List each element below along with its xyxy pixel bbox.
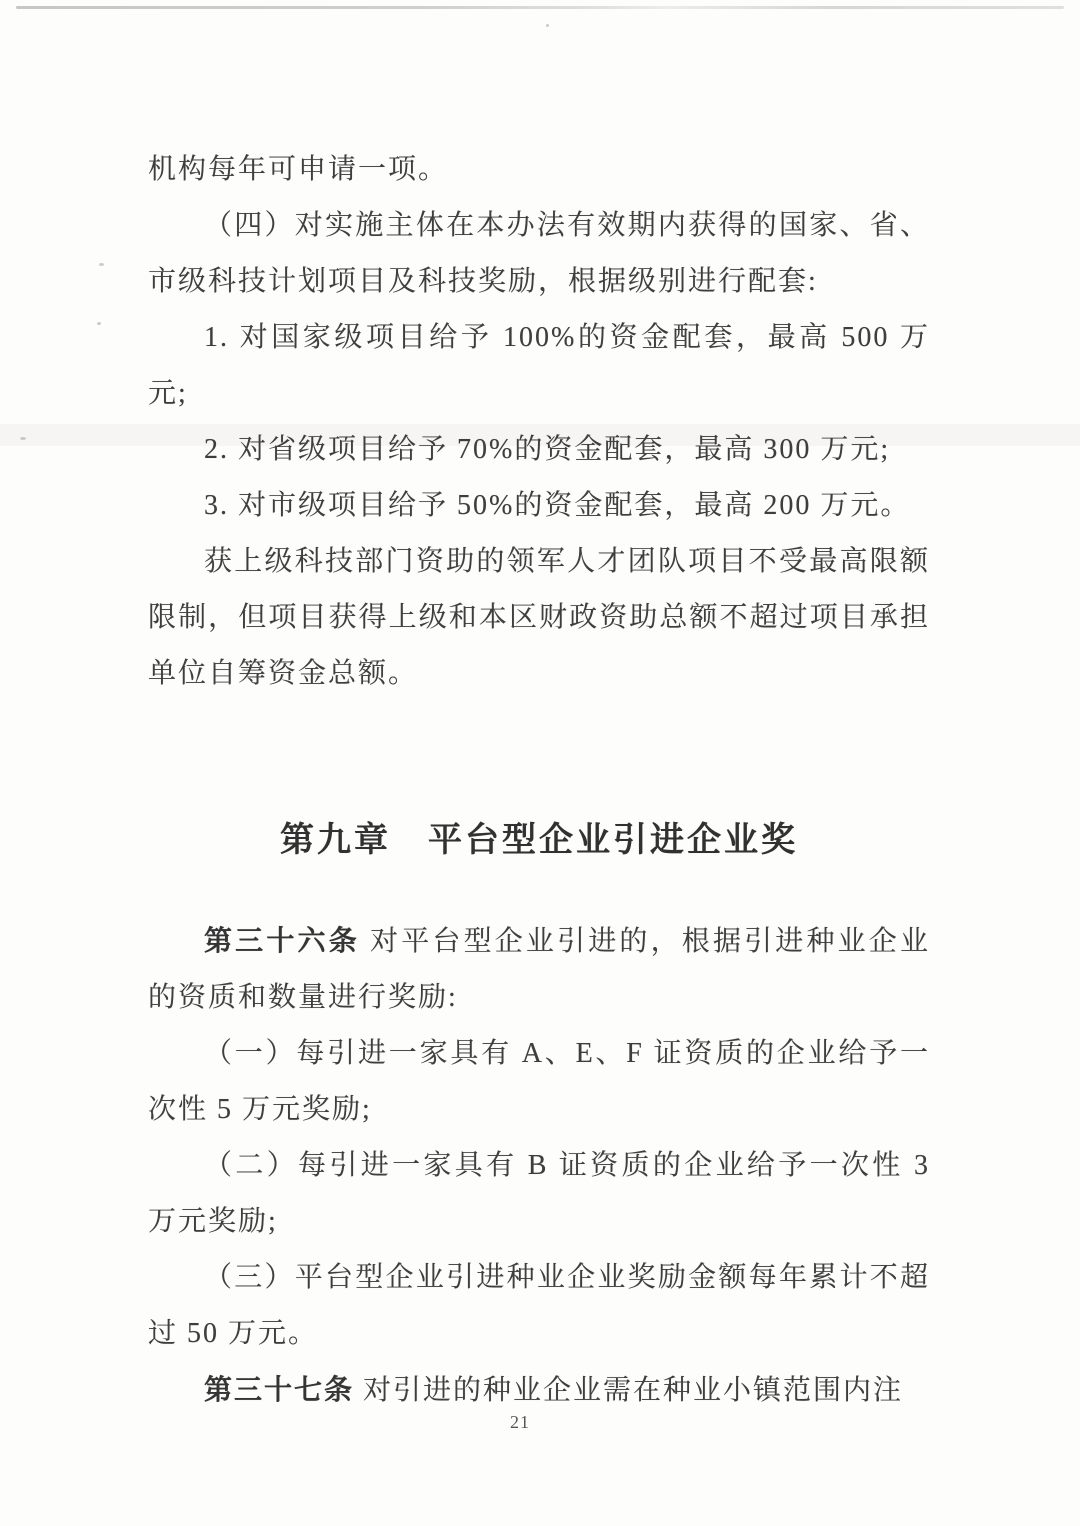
document-body — [148, 142, 930, 1419]
paragraph-subitem-2: 2. 对省级项目给予 70%的资金配套，最高 300 万元; — [204, 434, 891, 465]
paragraph-item-1: （一）每引进一家具有 A、E、F 证资质的企业给予一次性 5 万元奖励; — [148, 1038, 930, 1125]
paragraph-item-3: （三）平台型企业引进种业企业奖励金额每年累计不超过 50 万元。 — [148, 1262, 930, 1349]
article-36-text: 对平台型企业引进的，根据引进种业企业的资质和数量进行奖励: — [148, 926, 930, 1013]
paragraph-item-4: （四）对实施主体在本办法有效期内获得的国家、省、市级科技计划项目及科技奖励，根据级别进行配套: — [148, 210, 930, 297]
paragraph-item-2: （二）每引进一家具有 B 证资质的企业给予一次性 3 万元奖励; — [148, 1150, 930, 1237]
chapter-heading: 第九章 平台型企业引进企业奖 — [280, 821, 798, 859]
article-37-label: 第三十七条 — [204, 1374, 355, 1405]
paragraph-article-37 — [148, 1362, 930, 1419]
scan-speck — [97, 322, 101, 325]
paragraph-article-36 — [148, 913, 930, 1026]
article-37-text: 对引进的种业企业需在种业小镇范围内注 — [354, 1375, 904, 1406]
paragraph-subitem-1: 1. 对国家级项目给予 100%的资金配套，最高 500 万元; — [148, 322, 930, 409]
paragraph-subitem-3: 3. 对市级项目给予 50%的资金配套，最高 200 万元。 — [204, 490, 911, 521]
paragraph-funding-limit: 获上级科技部门资助的领军人才团队项目不受最高限额限制，但项目获得上级和本区财政资助总额不超过项目承担单位自筹资金总额。 — [148, 546, 930, 689]
article-36-label: 第三十六条 — [204, 925, 360, 956]
scan-speck — [546, 24, 549, 27]
scan-artifact-line — [16, 6, 1064, 9]
scan-speck — [99, 263, 104, 266]
scan-speck — [20, 437, 26, 440]
page-number: 21 — [510, 1412, 530, 1432]
paragraph-continuation: 机构每年可申请一项。 — [148, 154, 449, 185]
